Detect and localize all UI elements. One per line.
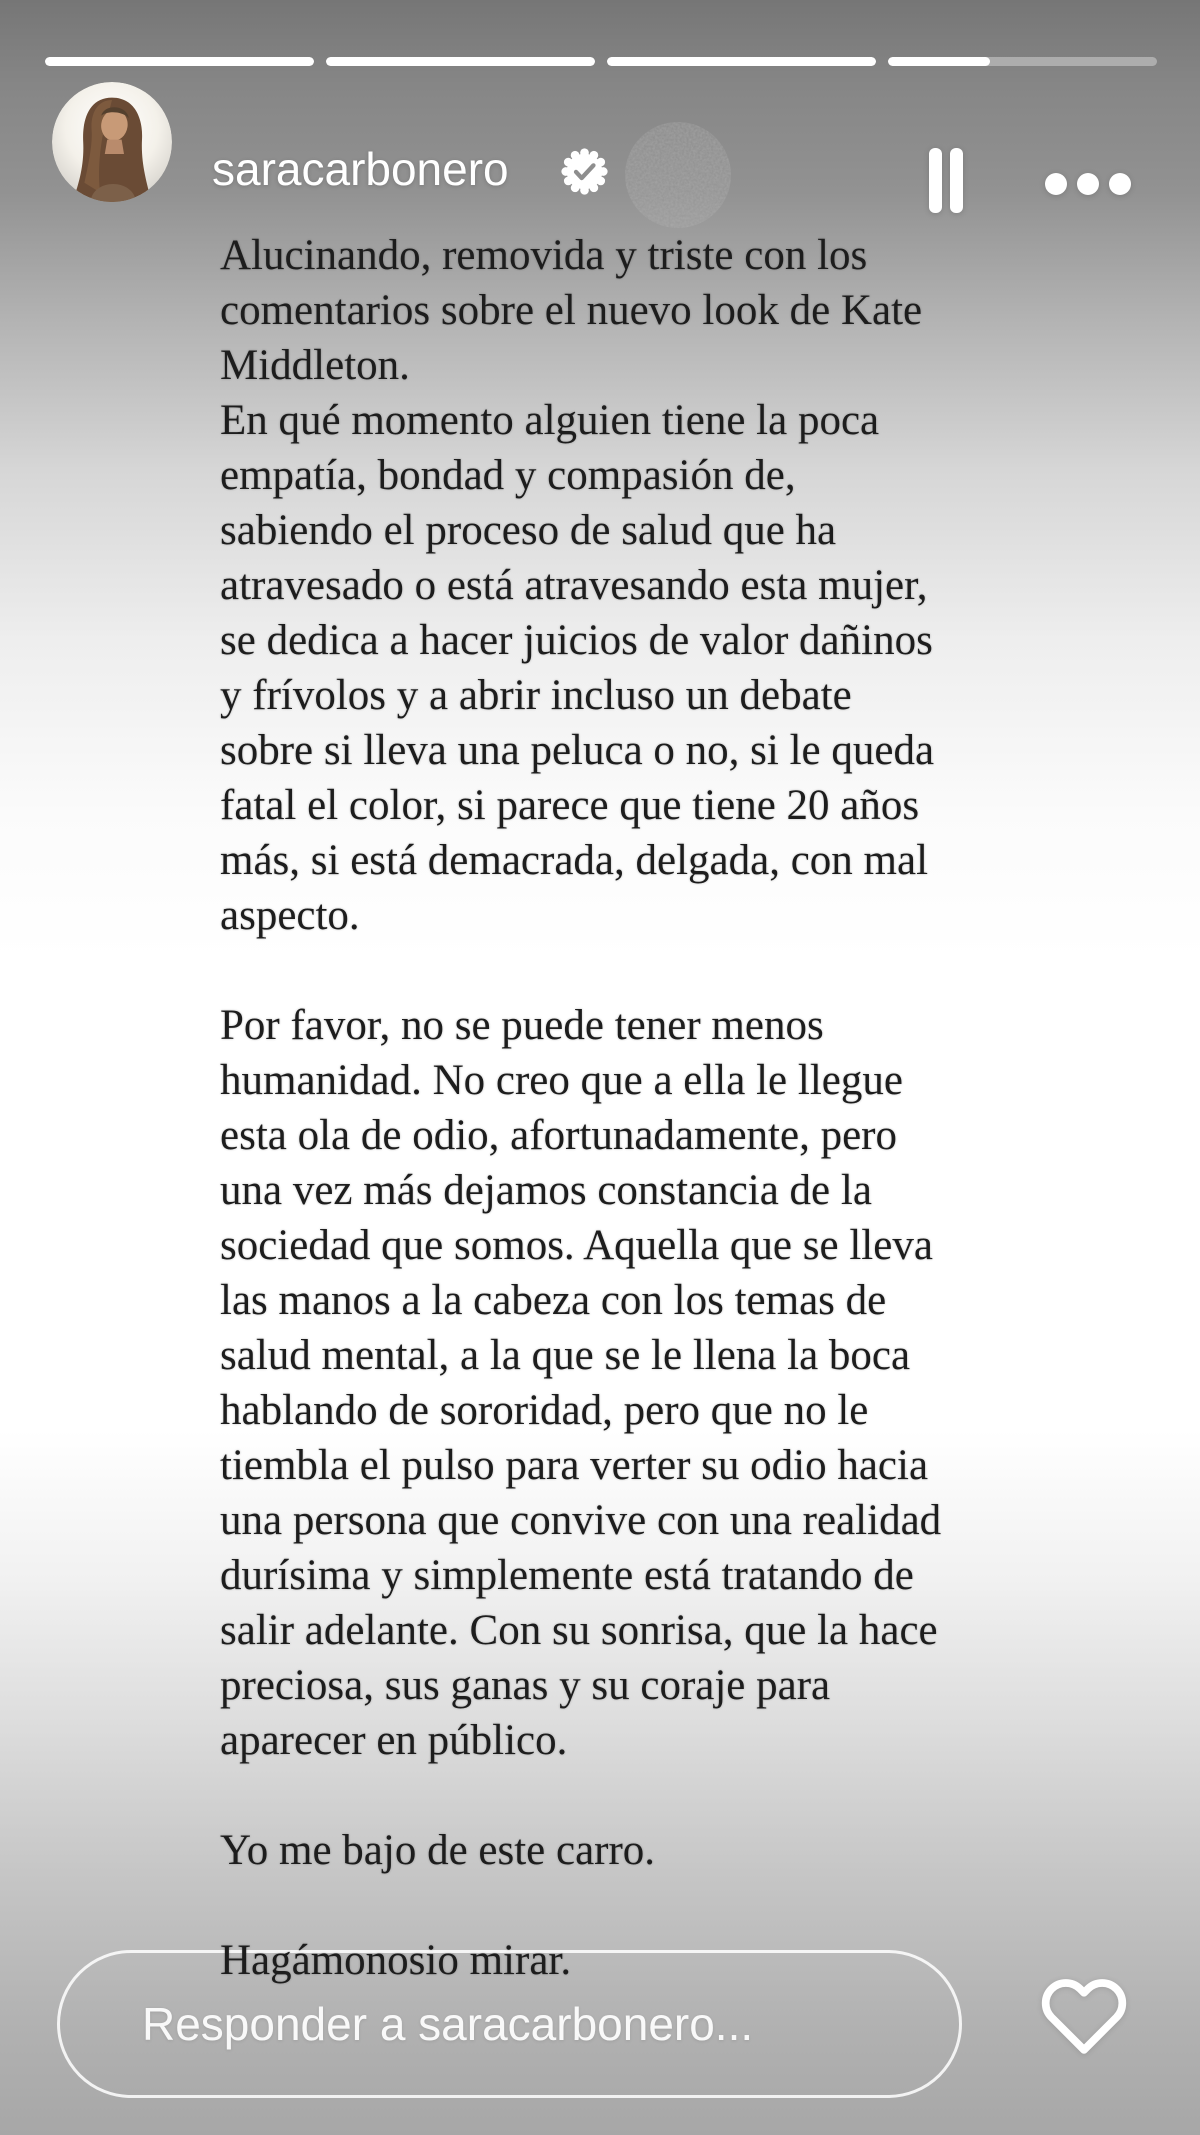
- story-username[interactable]: saracarbonero: [212, 143, 509, 195]
- story-text-line: tiembla el pulso para verter su odio hacia: [220, 1442, 929, 1489]
- reply-placeholder: Responder a saracarbonero...: [142, 1998, 754, 2050]
- story-header: [0, 0, 1200, 230]
- story-text-line: aspecto.: [220, 892, 360, 939]
- story-text-line: una vez más dejamos constancia de la: [220, 1167, 872, 1214]
- story-text-line: preciosa, sus ganas y su coraje para: [220, 1662, 831, 1709]
- story-text-line: Middleton.: [220, 342, 410, 389]
- story-text-line: sobre si lleva una peluca o no, si le queda: [220, 727, 935, 774]
- story-text-line: Yo me bajo de este carro.: [220, 1827, 656, 1874]
- more-options-button[interactable]: [1045, 173, 1131, 195]
- story-text-line: y frívolos y a abrir incluso un debate: [220, 672, 852, 719]
- story-text-line: Hagámonosio mirar.: [220, 1937, 572, 1984]
- story-text-line: comentarios sobre el nuevo look de Kate: [220, 287, 923, 334]
- story-text-line: más, si está demacrada, delgada, con mal: [220, 837, 929, 884]
- story-text-line: Por favor, no se puede tener menos: [220, 1002, 824, 1049]
- story-text-line: las manos a la cabeza con los temas de: [220, 1277, 887, 1324]
- story-text-line: salir adelante. Con su sonrisa, que la hace: [220, 1607, 938, 1654]
- ellipsis-icon: [1109, 173, 1131, 195]
- story-text-line: esta ola de odio, afortunadamente, pero: [220, 1112, 897, 1159]
- story-text-line: atravesado o está atravesando esta mujer,: [220, 562, 928, 609]
- story-text-line: empatía, bondad y compasión de,: [220, 452, 796, 499]
- story-text-line: hablando de sororidad, pero que no le: [220, 1387, 869, 1434]
- story-text-line: [220, 943, 1120, 998]
- story-text-line: salud mental, a la que se le llena la boca: [220, 1332, 911, 1379]
- ellipsis-icon: [1045, 173, 1067, 195]
- story-text-line: [220, 1768, 1120, 1823]
- story-text-line: aparecer en público.: [220, 1717, 568, 1764]
- story-text-line: [220, 1878, 1120, 1933]
- avatar-photo: [52, 82, 172, 202]
- story-text-line: sabiendo el proceso de salud que ha: [220, 507, 837, 554]
- story-text-line: Alucinando, removida y triste con los: [220, 232, 868, 279]
- avatar[interactable]: [52, 82, 172, 202]
- story-text-line: una persona que convive con una realidad: [220, 1497, 942, 1544]
- story-text-block: [220, 228, 1120, 1988]
- story-text-line: sociedad que somos. Aquella que se lleva: [220, 1222, 933, 1269]
- story-text-line: En qué momento alguien tiene la poca: [220, 397, 880, 444]
- blurred-sticker: [622, 119, 734, 231]
- pause-button[interactable]: [929, 148, 963, 213]
- pause-icon: [929, 148, 942, 213]
- story-text-line: se dedica a hacer juicios de valor dañinos: [220, 617, 933, 664]
- pause-icon: [950, 148, 963, 213]
- story-text-line: humanidad. No creo que a ella le llegue: [220, 1057, 903, 1104]
- story-text-line: durísima y simplemente está tratando de: [220, 1552, 914, 1599]
- ellipsis-icon: [1077, 173, 1099, 195]
- story-text-line: fatal el color, si parece que tiene 20 años: [220, 782, 920, 829]
- verified-badge-icon: [561, 148, 608, 195]
